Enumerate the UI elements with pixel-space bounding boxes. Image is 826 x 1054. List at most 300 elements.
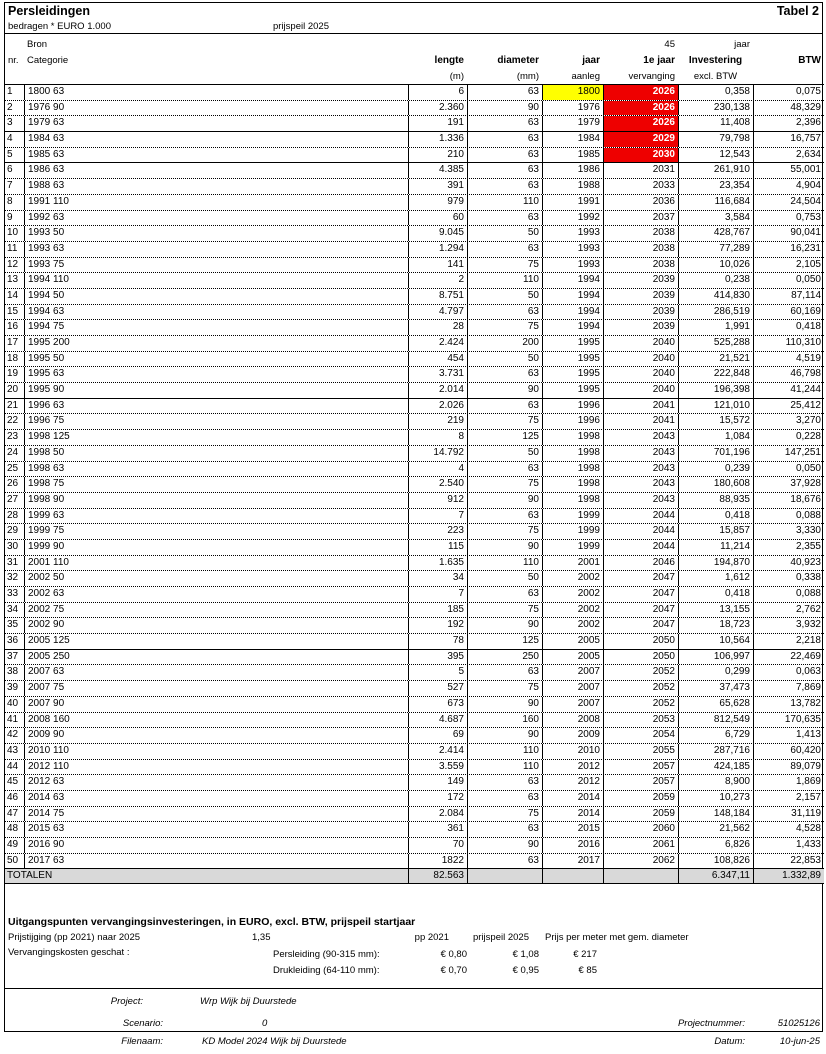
vervanging-cell: 2052 <box>603 665 678 680</box>
diameter-cell: 250 <box>467 650 542 665</box>
table-row <box>5 539 824 555</box>
jaar-aanleg-cell: 1995 <box>542 367 603 382</box>
table-row <box>5 759 824 775</box>
categorie-cell: 1999 75 <box>24 524 408 539</box>
report-sheet <box>4 2 823 1047</box>
categorie-cell: 2012 63 <box>24 775 408 790</box>
vervanging-cell: 2043 <box>603 462 678 477</box>
row-number: 8 <box>7 195 13 207</box>
diameter-cell: 63 <box>467 509 542 524</box>
btw-cell: 25,412 <box>753 399 824 414</box>
diameter-cell: 200 <box>467 336 542 351</box>
col-price-per-meter: Prijs per meter met gem. diameter <box>545 932 689 943</box>
diameter-cell: 50 <box>467 446 542 461</box>
vervanging-cell: 2039 <box>603 273 678 288</box>
lengte-cell: 60 <box>408 211 467 226</box>
categorie-cell: 1995 90 <box>24 383 408 398</box>
vervanging-cell: 2043 <box>603 446 678 461</box>
investering-cell: 0,418 <box>678 509 753 524</box>
btw-cell: 0,753 <box>753 211 824 226</box>
row-number: 31 <box>7 556 19 568</box>
categorie-cell: 2007 75 <box>24 681 408 696</box>
header-diameter-unit: (mm) <box>516 71 539 82</box>
diameter-cell: 110 <box>467 760 542 775</box>
table-row <box>5 178 824 194</box>
jaar-aanleg-cell: 2005 <box>542 650 603 665</box>
categorie-cell: 1998 125 <box>24 430 408 445</box>
drukleiding-label: Drukleiding (64-110 mm): <box>273 965 380 976</box>
investering-cell: 424,185 <box>678 760 753 775</box>
vervanging-cell: 2052 <box>603 697 678 712</box>
diameter-cell: 63 <box>467 242 542 257</box>
jaar-aanleg-cell: 1998 <box>542 477 603 492</box>
table-row <box>5 398 824 414</box>
categorie-cell: 2002 75 <box>24 603 408 618</box>
categorie-cell: 1999 63 <box>24 509 408 524</box>
vervanging-cell: 2040 <box>603 383 678 398</box>
btw-cell: 2,355 <box>753 540 824 555</box>
btw-cell: 31,119 <box>753 807 824 822</box>
categorie-cell: 1994 75 <box>24 320 408 335</box>
jaar-aanleg-cell: 2007 <box>542 665 603 680</box>
col-pp2021: pp 2021 <box>414 932 449 943</box>
totals-empty-vervanging <box>603 869 678 883</box>
header-lifetime-years: 45 <box>664 39 675 50</box>
categorie-cell: 2016 90 <box>24 838 408 853</box>
jaar-aanleg-cell: 1994 <box>542 305 603 320</box>
investering-cell: 0,238 <box>678 273 753 288</box>
lengte-cell: 7 <box>408 587 467 602</box>
table-row <box>5 570 824 586</box>
investering-cell: 15,857 <box>678 524 753 539</box>
table-row <box>5 288 824 304</box>
lengte-cell: 454 <box>408 352 467 367</box>
jaar-aanleg-cell: 1993 <box>542 242 603 257</box>
diameter-cell: 90 <box>467 618 542 633</box>
lengte-cell: 912 <box>408 493 467 508</box>
lengte-cell: 1.635 <box>408 556 467 571</box>
header-investering: Investering <box>688 55 743 66</box>
amounts-unit-note: bedragen * EURO 1.000 <box>8 21 111 32</box>
vervanging-cell: 2047 <box>603 603 678 618</box>
scenario-label: Scenario: <box>122 1018 163 1029</box>
diameter-cell: 90 <box>467 383 542 398</box>
table-row <box>5 131 824 147</box>
categorie-cell: 2009 90 <box>24 728 408 743</box>
categorie-cell: 1994 110 <box>24 273 408 288</box>
diameter-cell: 63 <box>467 399 542 414</box>
lengte-cell: 4.687 <box>408 713 467 728</box>
header-jaar-aanleg: aanleg <box>571 71 600 82</box>
categorie-cell: 1998 75 <box>24 477 408 492</box>
jaar-aanleg-cell: 1999 <box>542 540 603 555</box>
categorie-cell: 1996 75 <box>24 414 408 429</box>
table-row <box>5 84 824 100</box>
investering-cell: 116,684 <box>678 195 753 210</box>
diameter-cell: 90 <box>467 493 542 508</box>
investering-cell: 10,564 <box>678 634 753 649</box>
table-row <box>5 806 824 822</box>
jaar-aanleg-cell: 1999 <box>542 524 603 539</box>
project-value: Wrp Wijk bij Duurstede <box>200 996 297 1007</box>
price-increase-label: Prijstijging (pp 2021) naar 2025 <box>8 932 141 943</box>
btw-cell: 48,329 <box>753 101 824 116</box>
row-number: 37 <box>7 650 19 662</box>
investering-cell: 261,910 <box>678 163 753 178</box>
row-number: 19 <box>7 368 19 380</box>
header-categorie: Categorie <box>27 55 69 66</box>
investering-cell: 230,138 <box>678 101 753 116</box>
table-row <box>5 508 824 524</box>
diameter-cell: 90 <box>467 838 542 853</box>
investering-cell: 428,767 <box>678 226 753 241</box>
vervanging-cell: 2039 <box>603 305 678 320</box>
investering-cell: 812,549 <box>678 713 753 728</box>
vervanging-cell: 2031 <box>603 163 678 178</box>
table-row <box>5 257 824 273</box>
investering-cell: 15,572 <box>678 414 753 429</box>
row-number: 33 <box>7 588 19 599</box>
btw-cell: 40,923 <box>753 556 824 571</box>
jaar-aanleg-cell: 1998 <box>542 493 603 508</box>
vervanging-cell: 2050 <box>603 634 678 649</box>
lengte-cell: 185 <box>408 603 467 618</box>
vervanging-cell: 2038 <box>603 242 678 257</box>
jaar-aanleg-cell: 1995 <box>542 336 603 351</box>
row-number: 41 <box>7 713 19 725</box>
jaar-aanleg-cell: 1986 <box>542 163 603 178</box>
btw-cell: 2,218 <box>753 634 824 649</box>
table-row <box>5 461 824 477</box>
btw-cell: 22,853 <box>753 854 824 869</box>
categorie-cell: 1993 75 <box>24 258 408 273</box>
table-row <box>5 194 824 210</box>
vervanging-cell: 2026 <box>603 101 678 116</box>
categorie-cell: 2002 90 <box>24 618 408 633</box>
diameter-cell: 63 <box>467 854 542 869</box>
lengte-cell: 979 <box>408 195 467 210</box>
header-excl-btw: excl. BTW <box>693 71 738 82</box>
diameter-cell: 63 <box>467 462 542 477</box>
lengte-cell: 1.336 <box>408 132 467 147</box>
row-number: 2 <box>7 101 13 113</box>
jaar-aanleg-cell: 1998 <box>542 430 603 445</box>
header-lengte: lengte <box>434 55 464 66</box>
categorie-cell: 1994 63 <box>24 305 408 320</box>
btw-cell: 0,338 <box>753 571 824 586</box>
table-row <box>5 696 824 712</box>
totals-investering: 6.347,11 <box>678 869 753 883</box>
investering-cell: 1,084 <box>678 430 753 445</box>
jaar-aanleg-cell: 1996 <box>542 399 603 414</box>
btw-cell: 4,528 <box>753 822 824 837</box>
vervanging-cell: 2039 <box>603 320 678 335</box>
diameter-cell: 63 <box>467 116 542 131</box>
btw-cell: 2,105 <box>753 258 824 273</box>
diameter-cell: 90 <box>467 540 542 555</box>
vervanging-cell: 2059 <box>603 807 678 822</box>
footer-divider <box>5 988 822 989</box>
row-number: 38 <box>7 666 19 678</box>
vervanging-cell: 2057 <box>603 775 678 790</box>
vervanging-cell: 2043 <box>603 477 678 492</box>
vervanging-cell: 2047 <box>603 587 678 602</box>
jaar-aanleg-cell: 1976 <box>542 101 603 116</box>
row-number: 39 <box>7 682 19 694</box>
row-number: 43 <box>7 744 19 756</box>
categorie-cell: 2008 160 <box>24 713 408 728</box>
vervanging-cell: 2040 <box>603 367 678 382</box>
lengte-cell: 34 <box>408 571 467 586</box>
table-row <box>5 555 824 571</box>
jaar-aanleg-cell: 2016 <box>542 838 603 853</box>
diameter-cell: 110 <box>467 556 542 571</box>
categorie-cell: 1976 90 <box>24 101 408 116</box>
row-number: 13 <box>7 274 19 286</box>
categorie-cell: 1993 63 <box>24 242 408 257</box>
projectnummer-label: Projectnummer: <box>677 1018 745 1029</box>
categorie-cell: 1993 50 <box>24 226 408 241</box>
btw-cell: 16,757 <box>753 132 824 147</box>
categorie-cell: 2001 110 <box>24 556 408 571</box>
vervanging-cell: 2037 <box>603 211 678 226</box>
header-jaar-unit: jaar <box>734 39 750 50</box>
categorie-cell: 1991 110 <box>24 195 408 210</box>
diameter-cell: 75 <box>467 477 542 492</box>
row-number: 27 <box>7 493 19 505</box>
diameter-cell: 75 <box>467 414 542 429</box>
row-number: 1 <box>7 86 13 97</box>
btw-cell: 2,157 <box>753 791 824 806</box>
categorie-cell: 1998 90 <box>24 493 408 508</box>
row-number: 14 <box>7 289 19 301</box>
diameter-cell: 75 <box>467 807 542 822</box>
diameter-cell: 63 <box>467 179 542 194</box>
vervanging-cell: 2044 <box>603 509 678 524</box>
btw-cell: 18,676 <box>753 493 824 508</box>
lengte-cell: 2 <box>408 273 467 288</box>
diameter-cell: 75 <box>467 681 542 696</box>
categorie-cell: 2002 50 <box>24 571 408 586</box>
categorie-cell: 2012 110 <box>24 760 408 775</box>
totals-row <box>5 868 824 884</box>
lengte-cell: 69 <box>408 728 467 743</box>
table-row <box>5 225 824 241</box>
btw-cell: 1,433 <box>753 838 824 853</box>
row-number: 48 <box>7 823 19 835</box>
investering-cell: 13,155 <box>678 603 753 618</box>
table-row <box>5 727 824 743</box>
jaar-aanleg-cell: 2015 <box>542 822 603 837</box>
datum-label: Datum: <box>714 1036 745 1047</box>
btw-cell: 2,634 <box>753 148 824 163</box>
project-label: Project: <box>110 996 143 1007</box>
investering-cell: 6,729 <box>678 728 753 743</box>
lengte-cell: 219 <box>408 414 467 429</box>
investering-cell: 23,354 <box>678 179 753 194</box>
lengte-cell: 6 <box>408 85 467 100</box>
btw-cell: 13,782 <box>753 697 824 712</box>
lengte-cell: 395 <box>408 650 467 665</box>
categorie-cell: 1996 63 <box>24 399 408 414</box>
categorie-cell: 2007 63 <box>24 665 408 680</box>
lengte-cell: 141 <box>408 258 467 273</box>
row-number: 23 <box>7 431 19 443</box>
table-row <box>5 382 824 398</box>
jaar-aanleg-cell: 1996 <box>542 414 603 429</box>
lengte-cell: 191 <box>408 116 467 131</box>
investering-cell: 0,358 <box>678 85 753 100</box>
row-number: 35 <box>7 619 19 631</box>
diameter-cell: 63 <box>467 132 542 147</box>
drukleiding-pp2025: € 0,95 <box>512 965 539 976</box>
categorie-cell: 1998 50 <box>24 446 408 461</box>
jaar-aanleg-cell: 2014 <box>542 791 603 806</box>
categorie-cell: 1995 200 <box>24 336 408 351</box>
categorie-cell: 1995 63 <box>24 367 408 382</box>
btw-cell: 3,932 <box>753 618 824 633</box>
categorie-cell: 1985 63 <box>24 148 408 163</box>
lengte-cell: 2.014 <box>408 383 467 398</box>
header-lengte-unit: (m) <box>449 71 464 82</box>
diameter-cell: 63 <box>467 163 542 178</box>
investering-cell: 12,543 <box>678 148 753 163</box>
table-row <box>5 743 824 759</box>
btw-cell: 0,050 <box>753 273 824 288</box>
investering-cell: 286,519 <box>678 305 753 320</box>
diameter-cell: 90 <box>467 728 542 743</box>
jaar-aanleg-cell: 1999 <box>542 509 603 524</box>
table-row <box>5 319 824 335</box>
diameter-cell: 63 <box>467 775 542 790</box>
table-row <box>5 790 824 806</box>
vervanging-cell: 2041 <box>603 399 678 414</box>
investering-cell: 37,473 <box>678 681 753 696</box>
jaar-aanleg-cell: 1984 <box>542 132 603 147</box>
investering-cell: 6,826 <box>678 838 753 853</box>
persleiding-prijs: € 217 <box>573 949 597 960</box>
lengte-cell: 223 <box>408 524 467 539</box>
btw-cell: 0,418 <box>753 320 824 335</box>
row-number: 7 <box>7 180 13 192</box>
jaar-aanleg-cell: 2017 <box>542 854 603 869</box>
investering-cell: 108,826 <box>678 854 753 869</box>
lengte-cell: 2.084 <box>408 807 467 822</box>
categorie-cell: 1995 50 <box>24 352 408 367</box>
diameter-cell: 50 <box>467 289 542 304</box>
jaar-aanleg-cell: 2014 <box>542 807 603 822</box>
row-number: 47 <box>7 807 19 819</box>
jaar-aanleg-cell: 1991 <box>542 195 603 210</box>
header-bron: Bron <box>27 39 48 50</box>
vervanging-cell: 2057 <box>603 760 678 775</box>
diameter-cell: 63 <box>467 85 542 100</box>
jaar-aanleg-cell: 1998 <box>542 462 603 477</box>
vervanging-cell: 2043 <box>603 493 678 508</box>
table-row <box>5 147 824 163</box>
table-row <box>5 712 824 728</box>
row-number: 29 <box>7 525 19 537</box>
btw-cell: 0,088 <box>753 509 824 524</box>
table-row <box>5 429 824 445</box>
jaar-aanleg-cell: 2010 <box>542 744 603 759</box>
row-number: 15 <box>7 305 19 317</box>
vervanging-cell: 2055 <box>603 744 678 759</box>
btw-cell: 4,904 <box>753 179 824 194</box>
lengte-cell: 115 <box>408 540 467 555</box>
jaar-aanleg-cell: 1993 <box>542 226 603 241</box>
diameter-cell: 75 <box>467 603 542 618</box>
investering-cell: 196,398 <box>678 383 753 398</box>
investering-cell: 414,830 <box>678 289 753 304</box>
investering-cell: 11,214 <box>678 540 753 555</box>
btw-cell: 0,050 <box>753 462 824 477</box>
jaar-aanleg-cell: 1994 <box>542 289 603 304</box>
row-number: 22 <box>7 415 19 427</box>
btw-cell: 1,413 <box>753 728 824 743</box>
vervanging-cell: 2061 <box>603 838 678 853</box>
diameter-cell: 75 <box>467 524 542 539</box>
categorie-cell: 1998 63 <box>24 462 408 477</box>
diameter-cell: 75 <box>467 258 542 273</box>
row-number: 3 <box>7 117 13 129</box>
investering-cell: 701,196 <box>678 446 753 461</box>
investering-cell: 10,273 <box>678 791 753 806</box>
jaar-aanleg-cell: 1995 <box>542 383 603 398</box>
jaar-aanleg-cell: 2002 <box>542 587 603 602</box>
jaar-aanleg-cell: 1993 <box>542 258 603 273</box>
table-row <box>5 633 824 649</box>
diameter-cell: 63 <box>467 367 542 382</box>
categorie-cell: 1999 90 <box>24 540 408 555</box>
table-row <box>5 413 824 429</box>
lengte-cell: 3.731 <box>408 367 467 382</box>
btw-cell: 3,330 <box>753 524 824 539</box>
table-row <box>5 445 824 461</box>
table-row <box>5 476 824 492</box>
lengte-cell: 7 <box>408 509 467 524</box>
lengte-cell: 673 <box>408 697 467 712</box>
totals-label: TOTALEN <box>7 870 53 882</box>
table-row <box>5 115 824 131</box>
table-row <box>5 162 824 178</box>
table-row <box>5 272 824 288</box>
btw-cell: 55,001 <box>753 163 824 178</box>
vervanging-cell: 2040 <box>603 352 678 367</box>
diameter-cell: 90 <box>467 101 542 116</box>
row-number: 5 <box>7 148 13 160</box>
categorie-cell: 2010 110 <box>24 744 408 759</box>
vervanging-cell: 2038 <box>603 258 678 273</box>
lengte-cell: 78 <box>408 634 467 649</box>
lengte-cell: 192 <box>408 618 467 633</box>
jaar-aanleg-cell: 2005 <box>542 634 603 649</box>
vervanging-cell: 2026 <box>603 85 678 100</box>
investering-cell: 0,239 <box>678 462 753 477</box>
pipeline-table <box>5 84 824 884</box>
jaar-aanleg-cell: 2012 <box>542 775 603 790</box>
diameter-cell: 63 <box>467 822 542 837</box>
datum-value: 10-jun-25 <box>779 1036 820 1047</box>
vervanging-cell: 2030 <box>603 148 678 163</box>
persleiding-pp2025: € 1,08 <box>512 949 539 960</box>
table-row <box>5 241 824 257</box>
vervanging-cell: 2052 <box>603 681 678 696</box>
categorie-cell: 1979 63 <box>24 116 408 131</box>
filenaam-value: KD Model 2024 Wijk bij Duurstede <box>202 1036 347 1047</box>
row-number: 46 <box>7 791 19 803</box>
investering-cell: 525,288 <box>678 336 753 351</box>
